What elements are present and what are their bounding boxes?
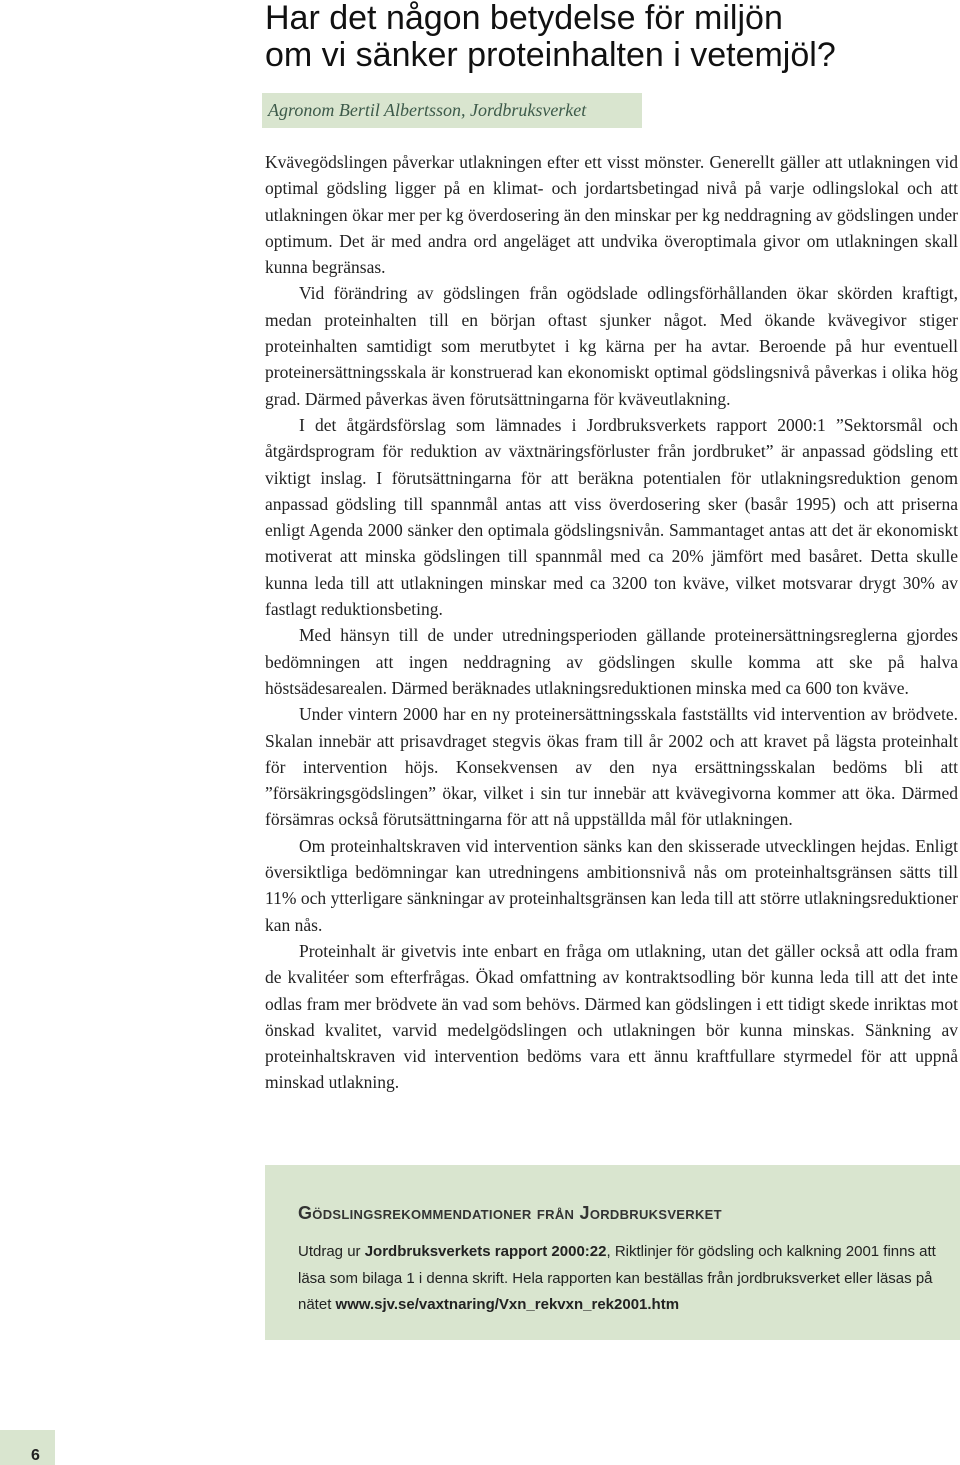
info-box-text bbox=[298, 1239, 938, 1319]
paragraph-6: Om proteinhaltskraven vid intervention sänks kan den skisserade utvecklingen hejdas. Enligt översiktliga bedömningar kan utredningens ambitionsnivå nås om proteinhaltsgränsen sätts till 11% och ytterligare sänkningar av proteinhaltsgränsen kan leda till att större utlakningsreduktioner kan nås. bbox=[265, 835, 958, 935]
page-number-box bbox=[0, 1430, 55, 1465]
report-name: Jordbruksverkets rapport 2000:22 bbox=[364, 1243, 607, 1260]
info-box-text-1: Utdrag ur bbox=[298, 1243, 365, 1260]
paragraph-4: Med hänsyn till de under utredningsperioden gällande proteinersättningsreglerna gjordes bedömningen att ingen neddragning av gödslingen skulle komma att ske på halva höstsädesarealen. Därmed beräknades utlakningsreduktionen minska med ca 600 ton kväve. bbox=[265, 625, 958, 698]
paragraph-2: Vid förändring av gödslingen från ogödslade odlingsförhållanden ökar skörden kraftigt, medan proteinhalten till en början oftast sjunker något. Med ökande kvävegivor stiger proteinhalten samtidigt som merutbytet i kg kärna per ha avtar. Beroende på hur eventuell proteinersättningsskala är konstruerad kan ekonomiskt optimal gödslingsnivå påverkas i olika hög grad. Därmed påverkas även förutsättningarna för kväveutlakning. bbox=[265, 283, 958, 409]
page-title bbox=[265, 0, 955, 74]
page-number: 6 bbox=[31, 1447, 40, 1464]
title-line-2: om vi sänker proteinhalten i vetemjöl? bbox=[265, 36, 836, 74]
info-box-heading: Gödslingsrekommendationer från Jordbruksverket bbox=[298, 1203, 722, 1223]
paragraph-5: Under vintern 2000 har en ny proteinersättningsskala fastställts vid intervention av brödvete. Skalan innebär att prisavdraget stegvis ökas fram till år 2002 och att kravet på lägsta proteinhalt för intervention höjs. Konsekvensen av den nya ersättningsskalan bedöms bli att ”försäkringsgödslingen” ökar, vilket i sin tur innebär att kvävegivorna kommer att öka. Därmed försämras också förutsättningarna för att nå uppställda mål för utlakningen. bbox=[265, 704, 958, 830]
info-box-text-2: , Riktlinjer för gödsling och kalkning 2001 finns att läsa som bilaga 1 i denna skrift. Hela rapporten kan beställas från jordbruksverket eller läsas på nätet bbox=[298, 1243, 936, 1313]
info-box bbox=[265, 1165, 960, 1340]
paragraph-7: Proteinhalt är givetvis inte enbart en fråga om utlakning, utan det gäller också att odla fram de kvalitéer som efterfrågas. Ökad omfattning av kontraktsodling bör kunna leda till att det inte odlas fram mer brödvete än vad som behövs. Därmed kan gödslingen i ett tidigt skede inriktas mot önskad kvalitet, varvid medelgödslingen och utlakningen bör kunna minskas. Sänkning av proteinhaltskraven vid intervention bedöms vara ett ännu kraftfullare styrmedel för att uppnå minskad utlakning. bbox=[265, 940, 958, 1093]
paragraph-1: Kvävegödslingen påverkar utlakningen efter ett visst mönster. Generellt gäller att utlakningen vid optimal gödsling ligger på en klimat- och jordartsbetingad nivå på varje odlingslokal och att utlakningen ökar mer per kg överdosering än den minskar per kg neddragning av gödslingen under optimum. Det är med andra ord angeläget att undvika överoptimala givor om utlakningen skall kunna begränsas. bbox=[265, 152, 958, 278]
author-byline: Agronom Bertil Albertsson, Jordbruksverket bbox=[268, 100, 587, 120]
article-body bbox=[265, 149, 958, 1096]
paragraph-3: I det åtgärdsförslag som lämnades i Jordbruksverkets rapport 2000:1 ”Sektorsmål och åtgärdsprogram för reduktion av växtnäringsförluster från jordbruket” är anpassad gödsling ett viktigt inslag. I förutsättningarna för att beräkna potentialen för utlakningsreduktion genom anpassad gödsling till spannmål antas att viss överdosering sker (basår 1995) och att priserna enligt Agenda 2000 sänker den optimala gödslingsnivån. Sammantaget antas att det är ekonomiskt motiverat att minska gödslingen till spannmål med ca 20% jämfört med basåret. Detta skulle kunna leda till att utlakningen minskar med ca 3200 ton kväve, vilket motsvarar drygt 30% av fastlagt reduktionsbeting. bbox=[265, 414, 958, 620]
report-url-link[interactable]: www.sjv.se/vaxtnaring/Vxn_rekvxn_rek2001.htm bbox=[335, 1296, 680, 1313]
title-line-1: Har det någon betydelse för miljön bbox=[265, 0, 783, 37]
